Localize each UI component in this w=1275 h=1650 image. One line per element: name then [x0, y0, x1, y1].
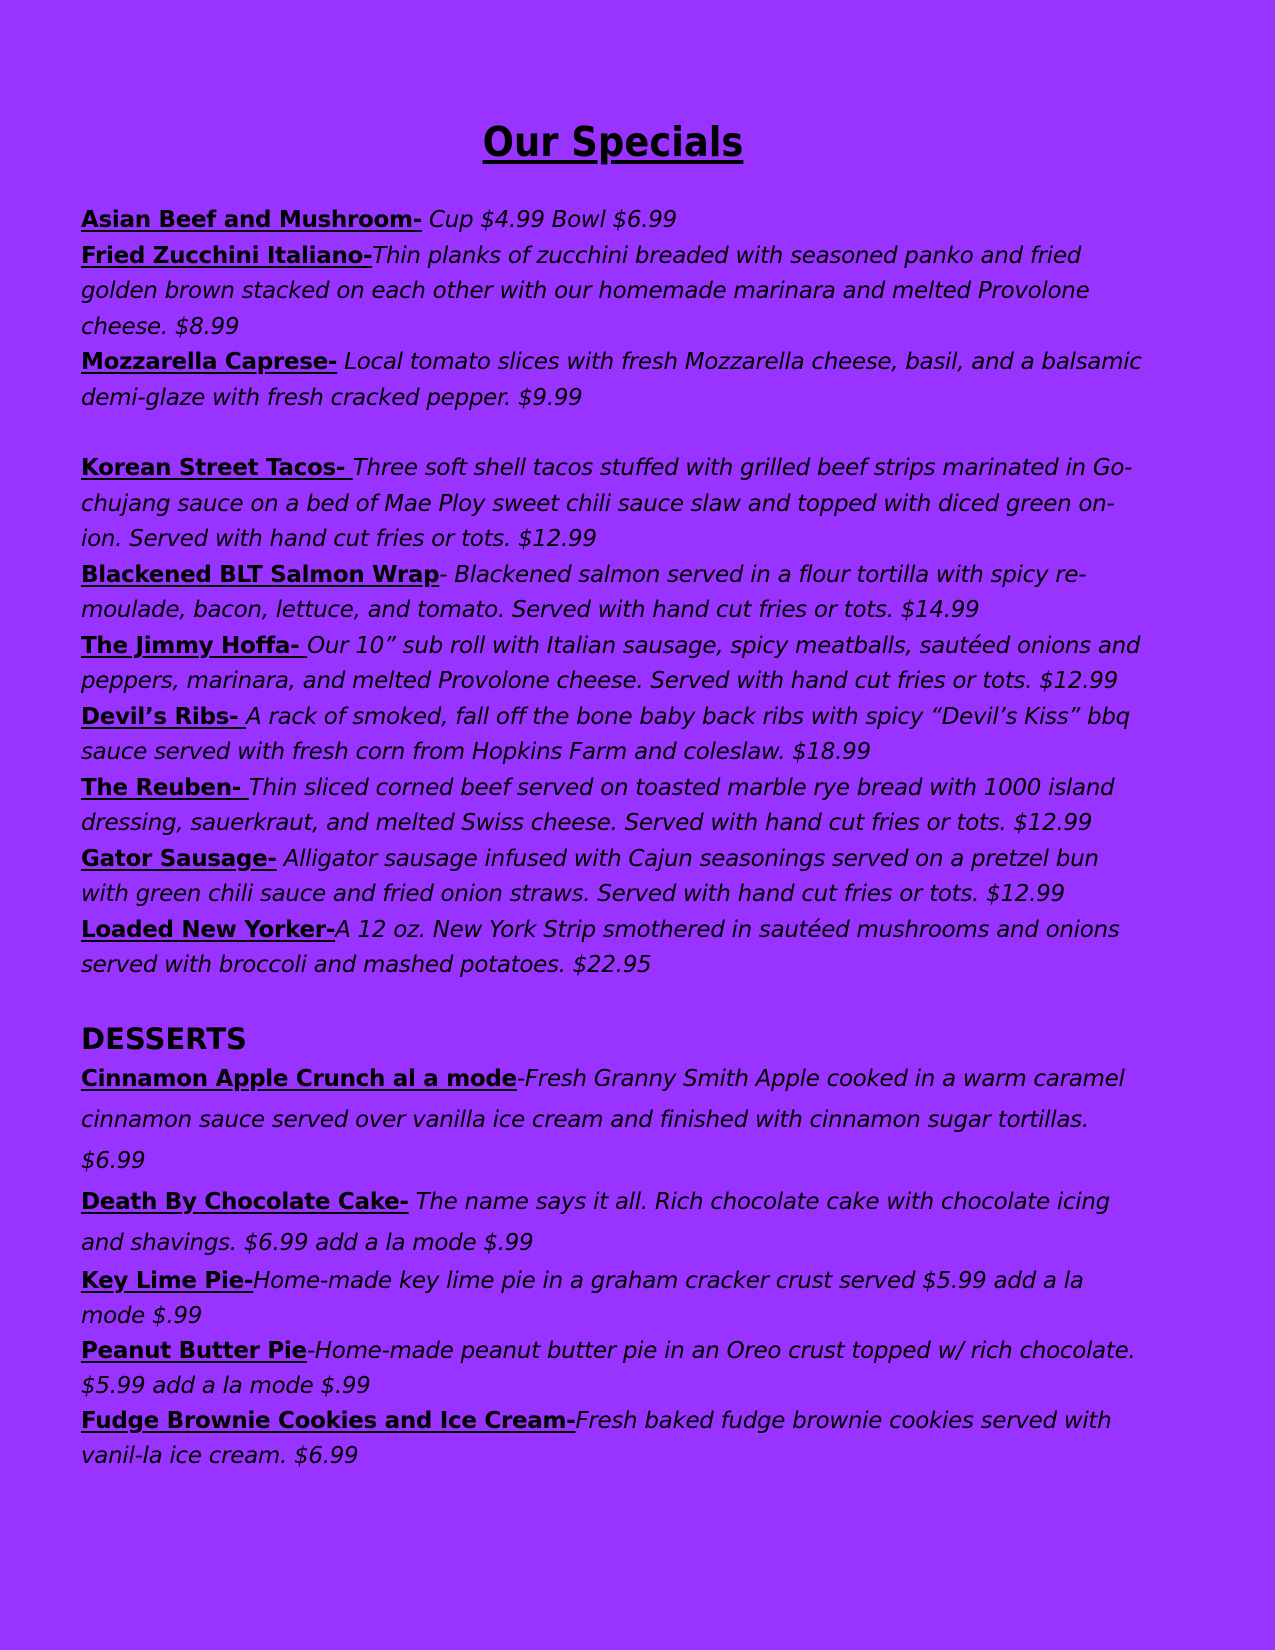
- item-description: Three soft shell tacos stuffed with grilled beef strips marinated in Go-chujang sauce on a bed of Mae Ploy sweet chili sauce slaw and topped with diced green on-ion. Served with hand cut fries or tots. $12.99: [81, 455, 1133, 553]
- menu-item: [81, 771, 1145, 842]
- item-description: -Home-made peanut butter pie in an Oreo crust topped w/ rich chocolate. $5.99 add a la mode $.99: [81, 1337, 1136, 1399]
- item-description: Local tomato slices with fresh Mozzarella cheese, basil, and a balsamic demi-glaze with fresh cracked pepper. $9.99: [81, 349, 1142, 411]
- menu-item: [81, 1264, 1145, 1334]
- menu-item: [81, 629, 1145, 700]
- item-description: The name says it all. Rich chocolate cake with chocolate icing and shavings. $6.99 add a la mode $.99: [81, 1188, 1110, 1256]
- specials-group-1: [81, 203, 1145, 416]
- menu-item: [81, 1059, 1145, 1182]
- item-name: Fried Zucchini Italiano-: [81, 242, 373, 269]
- item-description: - Blackened salmon served in a flour tortilla with spicy re-moulade, bacon, lettuce, and tomato. Served with hand cut fries or tots. $14.99: [81, 561, 1087, 624]
- desserts-section: [81, 1019, 1145, 1474]
- menu-item: [81, 203, 1145, 239]
- item-name: Death By Chocolate Cake-: [81, 1188, 409, 1215]
- item-name: Cinnamon Apple Crunch al a mode: [81, 1065, 517, 1092]
- specials-group-2: [81, 451, 1145, 984]
- menu-item: [81, 700, 1145, 771]
- item-description: Alligator sausage infused with Cajun seasonings served on a pretzel bun with green chili sauce and fried onion straws. Served with hand cut fries or tots. $12.99: [81, 845, 1099, 908]
- page-title: Our Specials: [482, 118, 744, 166]
- menu-item: [81, 558, 1145, 629]
- item-name: Peanut Butter Pie: [81, 1337, 307, 1364]
- menu-item: [81, 1334, 1145, 1404]
- item-description: Fresh baked fudge brownie cookies served with vanil-la ice cream. $6.99: [81, 1407, 1112, 1469]
- item-name: Key Lime Pie-: [81, 1267, 254, 1294]
- menu-item: [81, 1404, 1145, 1474]
- menu-item: [81, 913, 1145, 984]
- menu-item: [81, 345, 1145, 416]
- section-spacer: [81, 984, 1145, 1019]
- item-name: Asian Beef and Mushroom-: [81, 207, 422, 234]
- item-name: Loaded New Yorker-: [81, 916, 336, 943]
- menu-item: [81, 451, 1145, 558]
- item-name: Devil’s Ribs-: [81, 703, 246, 730]
- item-description: Home-made key lime pie in a graham cracker crust served $5.99 add a la mode $.99: [81, 1267, 1084, 1329]
- item-description: Our 10” sub roll with Italian sausage, spicy meatballs, sautéed onions and peppers, marinara, and melted Provolone cheese. Served with hand cut fries or tots. $12.99: [81, 632, 1141, 695]
- section-spacer: [81, 416, 1145, 451]
- menu-item: [81, 1182, 1145, 1264]
- item-name: Gator Sausage-: [81, 845, 277, 872]
- desserts-heading: DESSERTS: [81, 1021, 247, 1056]
- menu-item: [81, 842, 1145, 913]
- item-name: The Jimmy Hoffa-: [81, 632, 308, 659]
- item-name: Blackened BLT Salmon Wrap: [81, 561, 440, 588]
- item-description: A 12 oz. New York Strip smothered in sautéed mushrooms and onions served with broccoli and mashed potatoes. $22.95: [81, 916, 1120, 979]
- item-name: Fudge Brownie Cookies and Ice Cream-: [81, 1407, 576, 1434]
- item-description: Thin planks of zucchini breaded with seasoned panko and fried golden brown stacked on each other with our homemade marinara and melted Provolone cheese. $8.99: [81, 242, 1090, 340]
- item-description: Thin sliced corned beef served on toasted marble rye bread with 1000 island dressing, sauerkraut, and melted Swiss cheese. Served with hand cut fries or tots. $12.99: [81, 774, 1115, 837]
- item-name: The Reuben-: [81, 774, 249, 801]
- item-description: -Fresh Granny Smith Apple cooked in a warm caramel cinnamon sauce served over vanilla ice cream and finished with cinnamon sugar tortillas. $6.99: [81, 1065, 1125, 1174]
- item-name: Mozzarella Caprese-: [81, 349, 338, 376]
- item-description: A rack of smoked, fall off the bone baby back ribs with spicy “Devil’s Kiss” bbq sauce served with fresh corn from Hopkins Farm and coleslaw. $18.99: [81, 703, 1130, 766]
- item-description: Cup $4.99 Bowl $6.99: [421, 207, 677, 234]
- item-name: Korean Street Tacos-: [81, 455, 353, 482]
- menu-item: [81, 239, 1145, 346]
